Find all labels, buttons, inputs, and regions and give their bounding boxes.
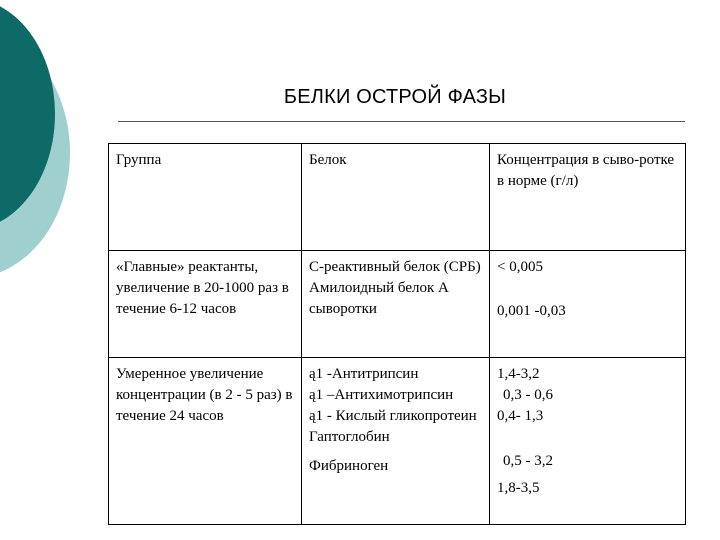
concentration-value: 1,8-3,5 [497,480,540,496]
concentration-value: < 0,005 [497,259,543,275]
table-header-row [109,144,686,251]
protein-cell [302,358,490,525]
protein-name: ą1 -Антитрипсин [309,366,419,382]
protein-name: Фибриноген [309,458,389,474]
title-underline [118,121,685,122]
concentration-cell [490,358,686,525]
protein-name: ą1 –Антихимотрипсин [309,387,454,403]
acute-phase-proteins-table [108,143,686,525]
table-row [109,251,686,358]
concentration-value: 0,4- 1,3 [497,408,544,424]
slide-title: БЕЛКИ ОСТРОЙ ФАЗЫ [283,86,507,108]
protein-name: С-реактивный белок (СРБ) [309,259,481,275]
protein-cell [302,251,490,358]
header-protein: Белок [302,144,490,251]
protein-name: Гаптоглобин [309,429,390,445]
header-concentration: Концентрация в сыво-ротке в норме (г/л) [490,144,686,251]
concentration-value: 0,001 -0,03 [497,303,566,319]
concentration-value: 0,5 - 3,2 [503,453,553,469]
header-group: Группа [109,144,302,251]
protein-name: ą1 - Кислый гликопротеин [309,408,477,424]
concentration-value: 0,3 - 0,6 [503,387,553,403]
table-row [109,358,686,525]
group-cell: Умеренное увеличение концентрации (в 2 - 5 раз) в течение 24 часов [109,358,302,525]
concentration-cell [490,251,686,358]
concentration-value: 1,4-3,2 [497,366,540,382]
group-cell: «Главные» реактанты, увеличение в 20-1000 раз в течение 6-12 часов [109,251,302,358]
protein-name: Амилоидный белок А сыворотки [309,280,449,317]
